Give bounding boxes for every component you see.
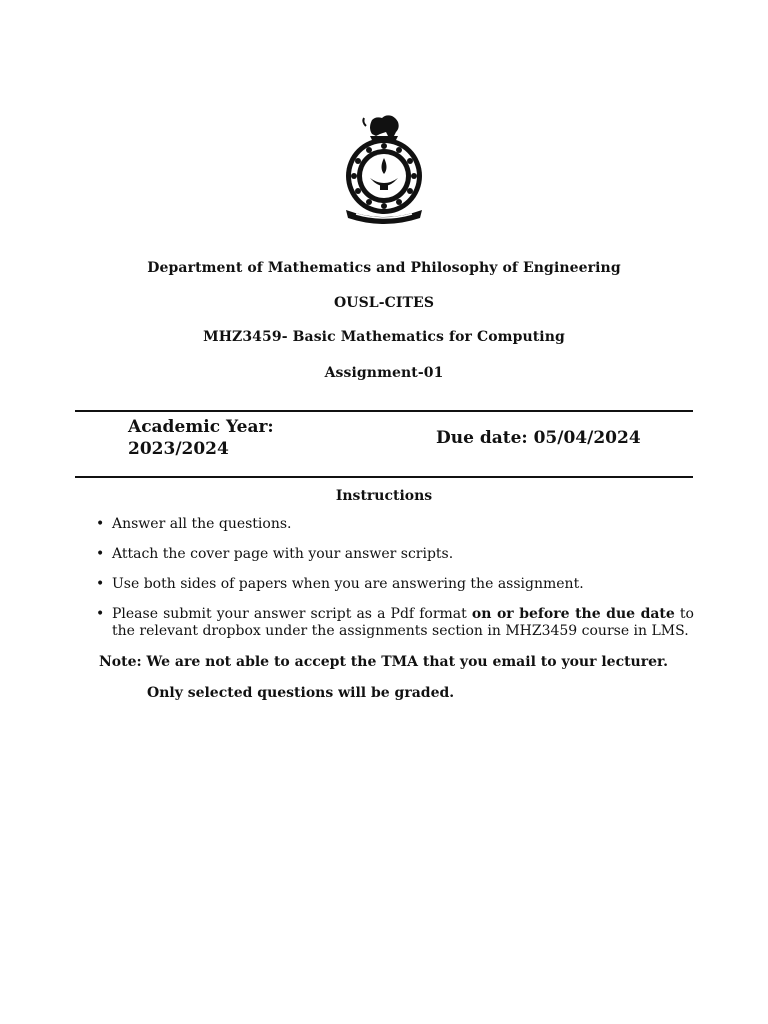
course-title: MHZ3459- Basic Mathematics for Computing	[203, 329, 565, 345]
assignment-title: Assignment-01	[324, 365, 444, 381]
department-title: Department of Mathematics and Philosophy of Engineering	[147, 260, 621, 276]
list-item	[96, 516, 694, 533]
list-item	[96, 546, 694, 563]
instruction-text: Attach the cover page with your answer scripts.	[112, 546, 454, 562]
bullet-icon: •	[96, 546, 105, 562]
bullet-icon: •	[96, 576, 105, 592]
university-crest-logo	[336, 112, 432, 228]
bullet-icon: •	[96, 606, 105, 622]
instructions-list	[96, 516, 694, 653]
instructions-heading: Instructions	[335, 488, 433, 504]
bottom-rule	[75, 476, 693, 478]
instruction-text: Use both sides of papers when you are answering the assignment.	[112, 576, 584, 592]
instruction-text	[112, 606, 694, 640]
instruction-text-start: Please submit your answer script as a Pdf format	[112, 606, 472, 622]
due-date: Due date: 05/04/2024	[436, 428, 641, 448]
graded-note: Only selected questions will be graded.	[147, 685, 455, 701]
note-text: Note: We are not able to accept the TMA that you email to your lecturer.	[99, 654, 668, 670]
list-item	[96, 606, 694, 640]
bullet-icon: •	[96, 516, 105, 532]
list-item	[96, 576, 694, 593]
top-rule	[75, 410, 693, 412]
academic-year	[128, 416, 274, 460]
institution-title: OUSL-CITES	[333, 295, 435, 311]
instruction-text: Answer all the questions.	[112, 516, 292, 532]
academic-year-value: 2023/2024	[128, 439, 229, 459]
instruction-text-end: to the relevant dropbox under the assignments section in MHZ3459 course in LMS.	[112, 606, 694, 639]
instruction-emphasis: on or before the due date	[471, 606, 675, 622]
academic-year-label: Academic Year:	[128, 417, 274, 437]
